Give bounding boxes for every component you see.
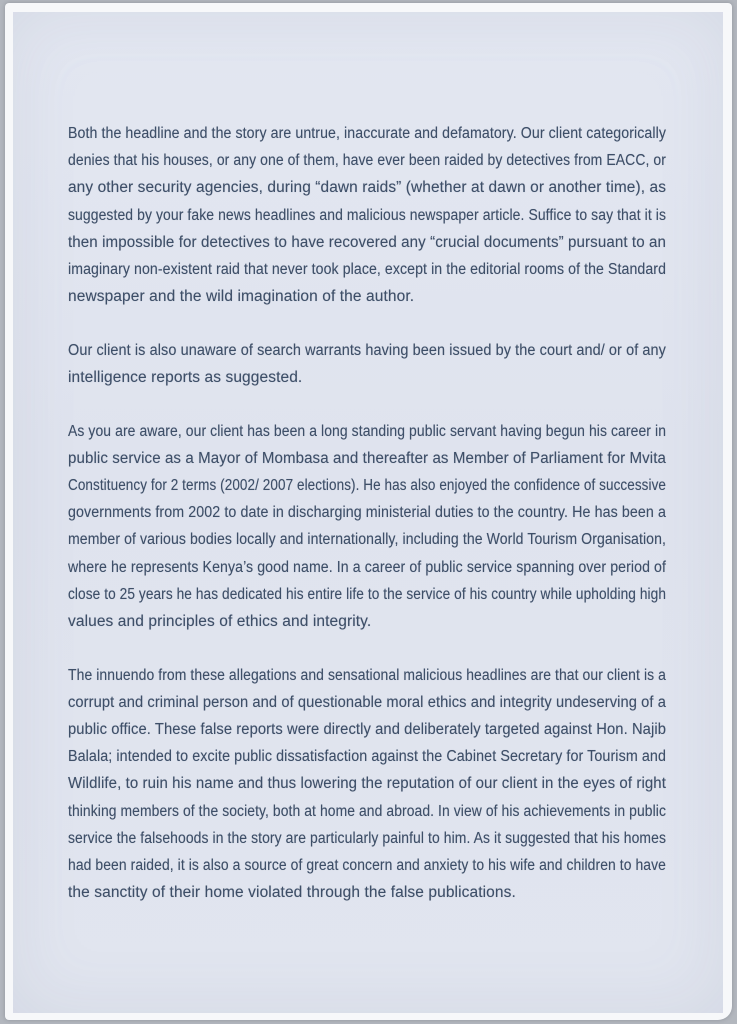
text-line-content: close to 25 years he has dedicated his entire life to the service of his country while upholding high bbox=[68, 585, 667, 603]
text-line bbox=[68, 662, 666, 689]
text-line bbox=[68, 825, 666, 852]
paper-sheet bbox=[5, 3, 732, 1020]
text-line-content: Both the headline and the story are untrue, inaccurate and defamatory. Our client categorically bbox=[68, 125, 667, 142]
text-line bbox=[68, 581, 666, 608]
text-line-content: suggested by your fake news headlines and malicious newspaper article. Suffice to say that it is bbox=[68, 206, 667, 224]
text-line-content: the sanctity of their home violated through the false publications. bbox=[68, 884, 516, 902]
paragraph-innuendo bbox=[68, 662, 666, 907]
text-line bbox=[68, 202, 666, 229]
text-line bbox=[68, 256, 666, 283]
text-line-content: denies that his houses, or any one of them, have ever been raided by detectives from EACC, or bbox=[68, 152, 667, 170]
text-line-content: corrupt and criminal person and of questionable moral ethics and integrity undeserving of a bbox=[68, 693, 666, 711]
text-line-content: had been raided, it is also a source of great concern and anxiety to his wife and children to have bbox=[68, 857, 666, 874]
text-line bbox=[68, 526, 666, 553]
text-line bbox=[68, 879, 666, 906]
text-line-content: intelligence reports as suggested. bbox=[68, 369, 303, 386]
text-line-content: newspaper and the wild imagination of the author. bbox=[68, 288, 415, 306]
text-line bbox=[68, 120, 666, 147]
paragraph-denial bbox=[68, 120, 666, 310]
text-line bbox=[68, 174, 666, 201]
text-line bbox=[68, 554, 666, 581]
text-line-content: thinking members of the society, both at home and abroad. In view of his achievements in public bbox=[68, 802, 666, 820]
text-line bbox=[68, 445, 666, 472]
text-line bbox=[68, 770, 666, 797]
text-line bbox=[68, 472, 666, 499]
text-line-content: where he represents Kenya’s good name. In a career of public service spanning over period of bbox=[68, 558, 667, 576]
text-line bbox=[68, 499, 666, 526]
text-line bbox=[68, 689, 666, 716]
text-line-content: imaginary non-existent raid that never took place, except in the editorial rooms of the Standard bbox=[68, 260, 667, 278]
text-line bbox=[68, 229, 666, 256]
text-line-content: any other security agencies, during “dawn raids” (whether at dawn or another time), as bbox=[68, 179, 667, 197]
text-line-content: Constituency for 2 terms (2002/ 2007 elections). He has also enjoyed the confidence of successive bbox=[68, 477, 667, 495]
text-line-content: As you are aware, our client has been a long standing public servant having begun his career in bbox=[68, 422, 667, 440]
letter-body bbox=[13, 12, 666, 906]
text-line-content: public office. These false reports were directly and deliberately targeted against Hon. Najib bbox=[68, 721, 667, 739]
text-line-content: public service as a Mayor of Mombasa and thereafter as Member of Parliament for Mvita bbox=[68, 449, 667, 467]
text-line-content: The innuendo from these allegations and sensational malicious headlines are that our client is a bbox=[68, 666, 666, 684]
text-line-content: Wildlife, to ruin his name and thus lowering the reputation of our client in the eyes of right bbox=[68, 775, 667, 793]
text-line bbox=[68, 798, 666, 825]
text-line bbox=[68, 283, 666, 310]
text-line bbox=[68, 852, 666, 879]
text-line-content: then impossible for detectives to have recovered any “crucial documents” pursuant to an bbox=[68, 233, 667, 251]
scan-area bbox=[13, 12, 723, 1013]
text-line-content: service the falsehoods in the story are particularly painful to him. As it suggested that his homes bbox=[68, 829, 666, 847]
text-line-content: member of various bodies locally and internationally, including the World Tourism Organisation, bbox=[68, 531, 667, 549]
text-line-content: Balala; intended to excite public dissatisfaction against the Cabinet Secretary for Tourism and bbox=[68, 748, 667, 766]
paragraph-career bbox=[68, 418, 666, 636]
text-line bbox=[68, 418, 666, 445]
paragraph-search-warrants bbox=[68, 337, 666, 391]
text-line bbox=[68, 743, 666, 770]
text-line-content: governments from 2002 to date in discharging ministerial duties to the country. He has been a bbox=[68, 504, 666, 522]
text-line bbox=[68, 337, 666, 364]
text-line-content: Our client is also unaware of search warrants having been issued by the court and/ or of any bbox=[68, 341, 666, 359]
text-line bbox=[68, 147, 666, 174]
text-line bbox=[68, 364, 666, 391]
text-line bbox=[68, 608, 666, 635]
text-line-content: values and principles of ethics and integrity. bbox=[68, 613, 372, 630]
text-line bbox=[68, 716, 666, 743]
